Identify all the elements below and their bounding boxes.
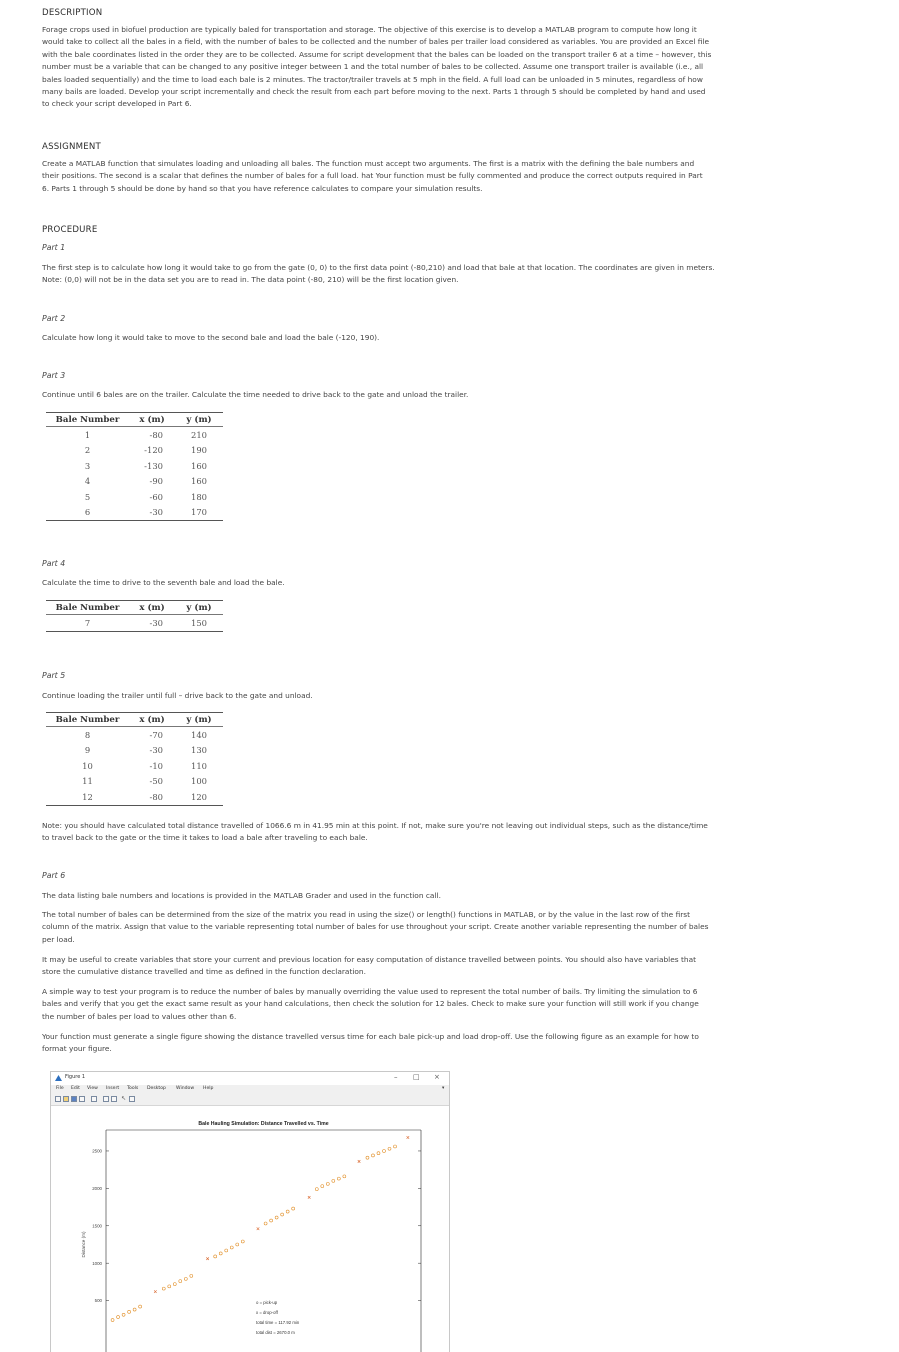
pickup-point (225, 1249, 228, 1252)
pickup-point (382, 1149, 385, 1152)
dropoff-marker (358, 1160, 361, 1163)
pickup-point (179, 1280, 182, 1283)
pickup-point (214, 1255, 217, 1258)
text-line: many bails are loaded. Develop your script incrementally and check the result from each part before moving to the next. Parts 1 through 5 should be completed by hand and used (42, 87, 706, 97)
table-cell: 2 (84, 445, 91, 456)
text-line: format your figure. (42, 1044, 112, 1054)
dropoff-marker (206, 1257, 209, 1260)
figure-toolbar (51, 1094, 449, 1106)
table-cell: 190 (191, 445, 207, 456)
legend-entry: total dist = 2670.0 m (256, 1330, 295, 1335)
y-tick-label: 1000 (92, 1260, 102, 1266)
table-row (46, 474, 223, 490)
text-line: bales loaded sequentially) and the time to load each bale is 2 minutes. The tractor/trailer travels at 5 mph in the field. A full load can be unloaded in 5 minutes, regardless of how (42, 74, 703, 84)
part5-note (42, 820, 782, 845)
maximize-button[interactable]: □ (413, 1073, 420, 1081)
pickup-point (133, 1308, 136, 1311)
y-tick-label: 500 (94, 1298, 102, 1304)
part5-label: Part 5 (42, 671, 66, 680)
y-tick-label: 1500 (92, 1223, 102, 1229)
table-cell: 180 (191, 491, 207, 502)
table-header: Bale Number (46, 413, 129, 427)
y-tick-label: 2500 (92, 1148, 102, 1154)
table-cell: 12 (46, 789, 129, 805)
colorbar-icon[interactable] (103, 1096, 109, 1102)
table-row (46, 789, 223, 805)
table-cell: 170 (175, 505, 223, 521)
pickup-point (122, 1313, 125, 1316)
dropoff-marker (407, 1136, 410, 1139)
table-cell: 11 (82, 776, 93, 787)
menu-window[interactable]: Window (176, 1086, 195, 1091)
pickup-point (366, 1156, 369, 1159)
minimize-button[interactable]: – (394, 1073, 398, 1081)
text-line: The first step is to calculate how long it would take to go from the gate (0, 0) to the first data point (-80,210) and load that bale at that location. The coordinates are given in meters. (42, 263, 715, 272)
pickup-point (117, 1316, 120, 1319)
table-row (46, 743, 223, 759)
text-line: to travel back to the gate or the time it takes to load a bale after traveling to each bale. (42, 833, 368, 843)
table-cell: 7 (46, 615, 129, 632)
pickup-point (371, 1154, 374, 1157)
assignment-text (42, 158, 782, 195)
table-header: y (m) (175, 601, 223, 615)
part3-label: Part 3 (42, 371, 66, 380)
table-row (46, 727, 223, 743)
text-line: Note: (0,0) will not be in the data set you are to read in. The data point (-80, 210) will be the first location given. (42, 275, 459, 285)
menu-insert[interactable]: Insert (106, 1086, 120, 1091)
pickup-point (332, 1179, 335, 1182)
table-cell: 160 (191, 460, 207, 471)
text-line: Your function must generate a single figure showing the distance travelled versus time for each bale pick-up and load drop-off. Use the following figure as an example for how to (42, 1032, 699, 1041)
pickup-point (264, 1222, 267, 1225)
table-cell: 150 (175, 615, 223, 632)
zoom-icon[interactable] (91, 1096, 97, 1102)
table-cell: -30 (149, 745, 163, 756)
table-row (46, 443, 223, 459)
table-cell: 3 (84, 460, 91, 471)
dropoff-marker (154, 1290, 157, 1293)
figure-title: Figure 1 (65, 1074, 86, 1080)
pickup-point (275, 1216, 278, 1219)
table-cell: 10 (82, 760, 93, 771)
legend-entry: o = pick-up (256, 1300, 278, 1305)
table-cell: 4 (84, 476, 91, 487)
table-cell: -80 (149, 429, 163, 440)
table-cell: 1 (84, 429, 91, 440)
pickup-point (292, 1207, 295, 1210)
table-cell: -70 (149, 729, 163, 740)
pickup-point (168, 1285, 171, 1288)
table-cell: 130 (191, 745, 207, 756)
table-cell: -120 (144, 445, 163, 456)
part6-text-3 (42, 954, 782, 979)
menu-tools[interactable]: Tools (127, 1086, 139, 1091)
table-row (46, 615, 223, 632)
part5-text: Continue loading the trailer until full – drive back to the gate and unload. (42, 691, 313, 700)
pickup-point (184, 1277, 187, 1280)
table-cell: -130 (144, 460, 163, 471)
dropoff-marker (308, 1196, 311, 1199)
legend-entry: x = drop-off (256, 1310, 278, 1315)
table-row (46, 774, 223, 790)
dropoff-marker (257, 1227, 260, 1230)
text-line: per load. (42, 934, 75, 944)
menu-overflow-icon[interactable]: ▾ (442, 1086, 445, 1091)
table-row (46, 489, 223, 505)
table-header: y (m) (175, 413, 223, 427)
pickup-point (241, 1240, 244, 1243)
part3-bale-table (46, 412, 223, 521)
text-line: Create a MATLAB function that simulates loading and unloading all bales. The function must accept two arguments. The first is a matrix with the defining the bale numbers and (42, 159, 695, 168)
figure-titlebar (51, 1072, 449, 1085)
pickup-point (315, 1188, 318, 1191)
table-header: y (m) (175, 713, 223, 727)
pointer-icon[interactable]: ↖ (121, 1095, 127, 1102)
table-cell: -10 (149, 760, 163, 771)
legend-entry: total time = 117.92 min (256, 1320, 300, 1325)
table-header: Bale Number (46, 713, 129, 727)
dropoff-point (206, 1257, 209, 1260)
distance-time-chart (51, 1106, 449, 1352)
part3-text: Continue until 6 bales are on the trailer. Calculate the time needed to drive back to the gate and unload the trailer. (42, 390, 469, 399)
matlab-figure-icon (55, 1075, 62, 1081)
table-cell: -80 (129, 789, 175, 805)
menu-file[interactable]: File (56, 1086, 64, 1091)
table-row (46, 758, 223, 774)
save-icon[interactable] (71, 1096, 77, 1102)
text-line: bales and verify that you get the exact same result as your hand calculations, then check the solution for 12 bales. Check to make sure your function will still work if you change (42, 999, 699, 1009)
table-row (46, 505, 223, 521)
table-cell: -50 (149, 776, 163, 787)
pickup-point (230, 1246, 233, 1249)
text-line: The total number of bales can be determined from the size of the matrix you read in using the size() or length() functions in MATLAB, or by the value in the last row of the first (42, 910, 691, 919)
pickup-point (190, 1274, 193, 1277)
print-icon[interactable] (79, 1096, 85, 1102)
part4-text: Calculate the time to drive to the seventh bale and load the bale. (42, 578, 285, 587)
assignment-heading: ASSIGNMENT (42, 142, 101, 152)
table-row (46, 427, 223, 443)
procedure-heading: PROCEDURE (42, 225, 98, 235)
table-cell: 120 (175, 789, 223, 805)
y-tick-label: 2000 (92, 1185, 102, 1191)
text-line: store the cumulative distance travelled and time as defined in the function declaration. (42, 967, 366, 977)
pickup-point (162, 1287, 165, 1290)
pickup-point (270, 1219, 273, 1222)
part5-bale-table (46, 712, 223, 806)
new-icon[interactable] (55, 1096, 61, 1102)
table-cell: -90 (149, 476, 163, 487)
plot-area (51, 1106, 449, 1352)
part6-text-5 (42, 1031, 782, 1056)
table-cell: 6 (46, 505, 129, 521)
figure-window (50, 1071, 450, 1352)
pickup-point (111, 1319, 114, 1322)
text-line: with the bale coordinates listed in the order they are to be collected. Assume for script development that the bales can be loaded on the transport trailer 6 at a time – however, this (42, 49, 712, 59)
table-cell: -60 (149, 491, 163, 502)
table-header: x (m) (129, 413, 175, 427)
part1-text (42, 262, 782, 287)
part1-label: Part 1 (42, 243, 66, 252)
dropoff-point (358, 1160, 361, 1163)
y-axis-label: Distance (m) (81, 1231, 86, 1258)
text-line: their positions. The second is a scalar that defines the number of bales for a full load. hat Your function must be fully commented and produce the correct outputs required in Part (42, 171, 703, 181)
pickup-point (377, 1152, 380, 1155)
text-line: 6. Parts 1 through 5 should be done by hand so that you have reference calculates to compare your simulation results. (42, 183, 483, 193)
open-icon[interactable] (63, 1096, 69, 1102)
dropoff-point (407, 1136, 410, 1139)
text-line: the number of bales per load to values other than 6. (42, 1011, 237, 1021)
dropoff-point (154, 1290, 157, 1293)
part4-bale-table (46, 600, 223, 632)
pickup-point (326, 1182, 329, 1185)
part2-text: Calculate how long it would take to move to the second bale and load the bale (-120, 190). (42, 333, 380, 342)
figure-menubar (51, 1085, 449, 1094)
table-cell: 160 (191, 476, 207, 487)
pickup-point (337, 1177, 340, 1180)
text-line: Note: you should have calculated total distance travelled of 1066.6 m in 41.95 min at this point. If not, make sure you're not leaving out individual steps, such as the distance/time (42, 821, 708, 830)
table-cell: 140 (191, 729, 207, 740)
table-header: Bale Number (46, 601, 129, 615)
part6-text-2 (42, 909, 782, 946)
table-cell: 5 (84, 491, 91, 502)
pickup-point (343, 1175, 346, 1178)
part4-label: Part 4 (42, 559, 66, 568)
table-row (46, 458, 223, 474)
part2-label: Part 2 (42, 314, 66, 323)
close-button[interactable]: × (434, 1073, 440, 1081)
menu-view[interactable]: View (87, 1086, 98, 1091)
menu-help[interactable]: Help (203, 1086, 214, 1091)
text-line: Forage crops used in biofuel production are typically baled for transportation and storage. The objective of this exercise is to develop a MATLAB program to compute how long it (42, 25, 697, 34)
part6-text-4 (42, 986, 782, 1023)
table-cell: 110 (191, 760, 207, 771)
pickup-point (128, 1310, 131, 1313)
pickup-point (236, 1243, 239, 1246)
legend-icon[interactable] (111, 1096, 117, 1102)
text-line: A simple way to test your program is to reduce the number of bales by manually overriding the value used to represent the total number of bails. Try limiting the simulation to 6 (42, 987, 698, 996)
description-text (42, 24, 782, 111)
text-line: number must be a variable that can be changed to any positive integer between 1 and the total number of bales to be collected. Assume one transport trailer is available (i.e., all (42, 62, 704, 72)
chart-title: Bale Hauling Simulation: Distance Travelled vs. Time (198, 1121, 329, 1127)
dropoff-point (257, 1227, 260, 1230)
description-heading: DESCRIPTION (42, 8, 103, 18)
pickup-point (388, 1147, 391, 1150)
table-cell: -30 (129, 615, 175, 632)
menu-edit[interactable]: Edit (71, 1086, 80, 1091)
pickup-point (139, 1305, 142, 1308)
pickup-point (173, 1283, 176, 1286)
table-cell: -30 (129, 505, 175, 521)
pickup-point (394, 1145, 397, 1148)
table-cell: 8 (84, 729, 91, 740)
pickup-point (286, 1210, 289, 1213)
pickup-point (281, 1213, 284, 1216)
part6-label: Part 6 (42, 871, 66, 880)
table-cell: 100 (191, 776, 207, 787)
plot-tools-icon[interactable] (129, 1096, 135, 1102)
text-line: to check your script developed in Part 6. (42, 99, 192, 109)
table-header: x (m) (129, 601, 175, 615)
table-header: x (m) (129, 713, 175, 727)
pickup-point (219, 1252, 222, 1255)
table-cell: 9 (84, 745, 91, 756)
dropoff-point (308, 1196, 311, 1199)
menu-desktop[interactable]: Desktop (147, 1086, 166, 1091)
pickup-point (321, 1185, 324, 1188)
text-line: It may be useful to create variables that store your current and previous location for easy computation of distance travelled between points. You should also have variables that (42, 955, 696, 964)
text-line: column of the matrix. Assign that value to the variable representing total number of bales for use throughout your script. Create another variable representing the number of bales (42, 922, 709, 932)
part6-text-1: The data listing bale numbers and locations is provided in the MATLAB Grader and used in the function call. (42, 891, 441, 900)
table-cell: 210 (191, 429, 207, 440)
text-line: would take to collect all the bales in a field, with the number of bales to be collected and the number of bales per trailer load considered as variables. You are provided an Excel file (42, 37, 710, 47)
